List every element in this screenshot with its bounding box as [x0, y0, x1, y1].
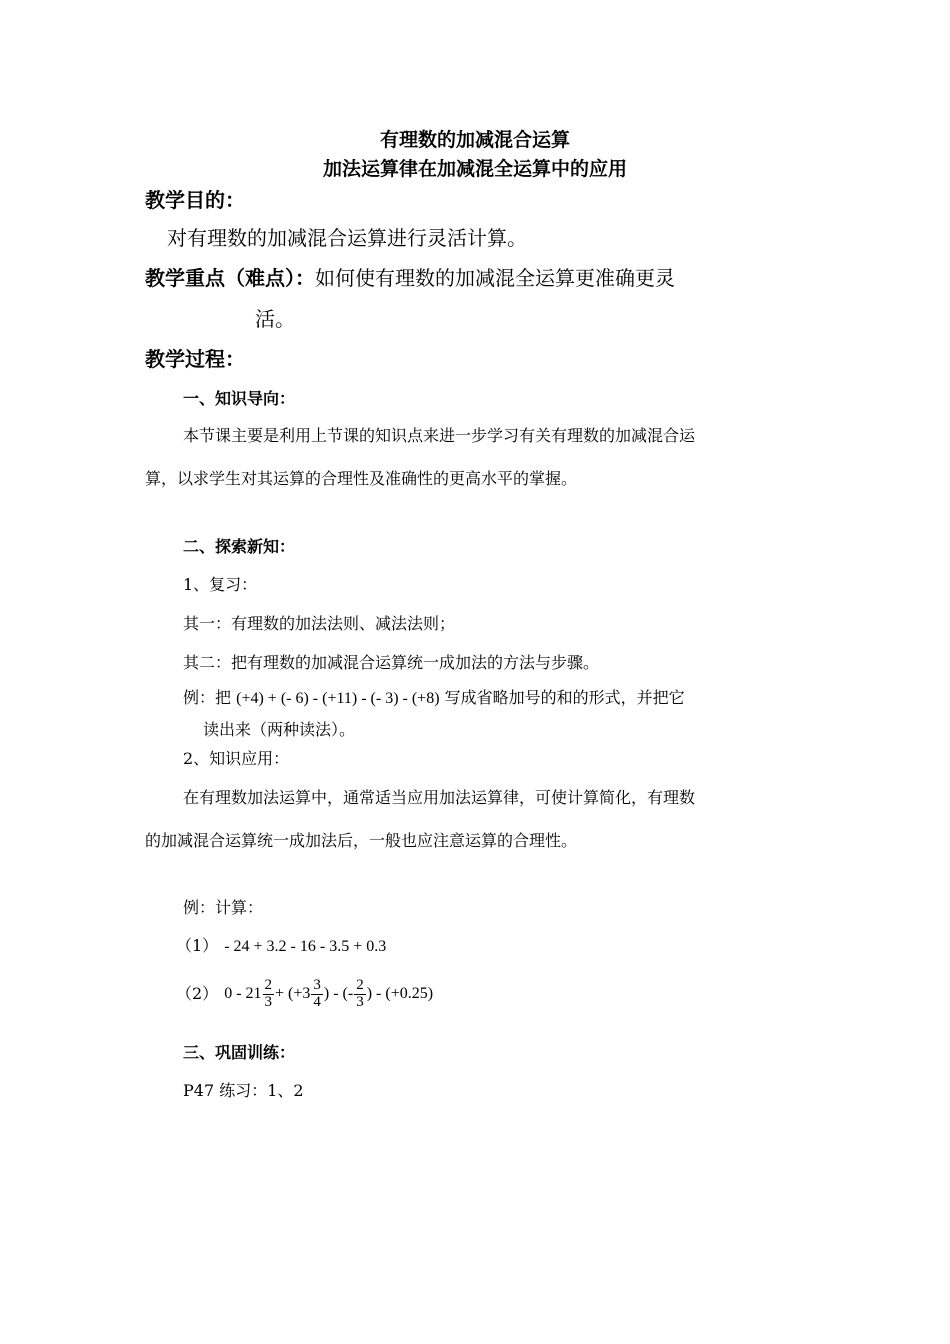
calc2-expression [224, 978, 433, 1011]
section1-para-line1: 本节课主要是利用上节课的知识点来进一步学习有关有理数的加减混合运 [183, 426, 696, 445]
calc2-part-b: + (+3 [275, 985, 311, 1003]
review-heading: 1、复习： [183, 575, 258, 594]
title-line1: 有理数的加减混合运算 [379, 129, 570, 151]
calc2-fraction-3 [354, 978, 366, 1011]
example1-suffix: 写成省略加号的和的形式，并把它 [444, 688, 685, 707]
calc2-fraction-1-num: 2 [264, 977, 273, 993]
calc2-fraction-3-num: 2 [356, 977, 364, 993]
calc1-expression: - 24 + 3.2 - 16 - 3.5 + 0.3 [224, 938, 387, 955]
calc-heading: 例：计算： [183, 898, 264, 917]
section1-para-line2: 算，以求学生对其运算的合理性及准确性的更高水平的掌握。 [145, 469, 578, 488]
apply-para-line1: 在有理数加法运算中，通常适当应用加法运算律，可使计算简化，有理数 [183, 788, 696, 807]
goal-text: 对有理数的加减混合运算进行灵活计算。 [167, 226, 527, 250]
calc1-label: （1） [176, 936, 219, 955]
example1-line2: 读出来（两种读法）。 [203, 720, 356, 739]
calc2-fraction-1 [263, 978, 275, 1011]
focus-heading: 教学重点（难点）： [145, 266, 315, 290]
calc2-part-d: ) - (+0.25) [366, 985, 434, 1003]
focus-text-line1: 如何使有理数的加减混全运算更准确更灵 [315, 266, 675, 290]
section3-heading: 三、巩固训练： [183, 1043, 296, 1062]
calc2-fraction-3-den: 3 [356, 993, 364, 1010]
focus-row [145, 268, 675, 288]
calc2-fraction-2-den: 4 [313, 993, 321, 1010]
review-item2: 其二：把有理数的加减混合运算统一成加法的方法与步骤。 [183, 653, 600, 672]
section1-heading: 一、知识导向： [183, 389, 296, 408]
section2-heading: 二、探索新知： [183, 537, 296, 556]
focus-text-line2: 活。 [255, 307, 295, 331]
review-item1: 其一：有理数的加法法则、减法法则； [183, 614, 456, 633]
process-heading: 教学过程： [145, 347, 245, 371]
apply-para-line2: 的加减混合运算统一成加法后，一般也应注意运算的合理性。 [145, 831, 578, 850]
calc2-part-c: ) - (- [323, 985, 354, 1003]
calc2-label: （2） [176, 984, 219, 1003]
calc2-row [176, 978, 433, 1011]
example1-expression: (+4) + (- 6) - (+11) - (- 3) - (+8) [236, 690, 440, 707]
example1-line1 [183, 690, 685, 707]
calc2-fraction-2-num: 3 [313, 977, 321, 993]
calc1-row [176, 938, 386, 955]
calc2-fraction-2 [311, 978, 323, 1011]
calc2-part-a: 0 - 21 [224, 985, 262, 1003]
title-line2: 加法运算律在加减混全运算中的应用 [322, 158, 627, 180]
calc2-fraction-1-den: 3 [264, 993, 273, 1010]
goal-heading: 教学目的： [145, 188, 245, 212]
apply-heading: 2、知识应用： [183, 749, 290, 768]
example1-prefix: 例：把 [183, 688, 232, 707]
section3-text: P47 练习：1、2 [183, 1081, 304, 1100]
